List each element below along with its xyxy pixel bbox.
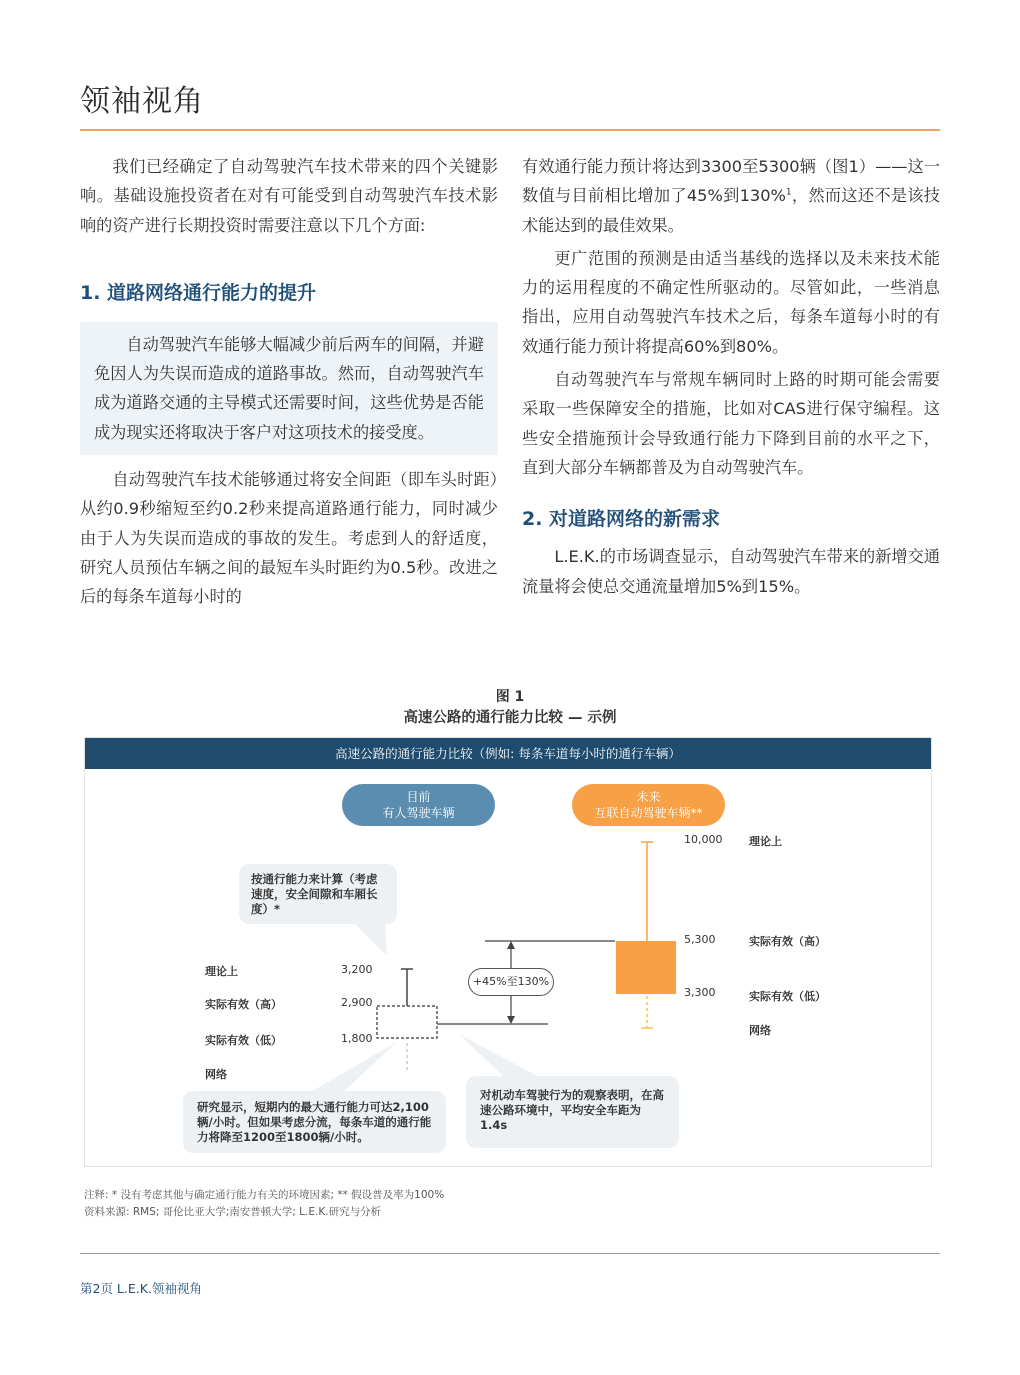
figure-title: 高速公路的通行能力比较 — 示例 [403, 710, 617, 726]
paragraph-3: 自动驾驶汽车与常规车辆同时上路的时期可能会需要采取一些保障安全的措施，比如对CAS进行保守编程。这些安全措施预计会导致通行能力下降到目前的水平之下，直到大部分车辆都普及为自动驾驶汽车。 [522, 370, 940, 477]
footnote-ref: 1 [785, 187, 792, 198]
future-range-box [616, 941, 676, 994]
left-value-eff-high: 2,900 [341, 996, 373, 1009]
current-range-box [377, 1006, 437, 1038]
page-footer: 第2页 L.E.K.领袖视角 [80, 1281, 202, 1296]
increase-arrow-up [507, 941, 515, 949]
left-label-theory: 理论上 [205, 965, 238, 978]
bubble-research-note: 研究显示，短期内的最大通行能力可达2,100辆/小时。但如果考虑分流，每条车道的通行能力将降至1200至1800辆/小时。 [183, 1091, 446, 1153]
left-column [80, 152, 498, 612]
figure-1 [84, 737, 932, 1167]
right-label-eff-low: 实际有效（低） [749, 990, 826, 1003]
pill-now-line1: 目前 [406, 790, 431, 804]
callout-text: 自动驾驶汽车能够大幅减少前后两车的间隔，并避免因人为失误而造成的道路事故。然而，自动驾驶汽车成为道路交通的主导模式还需要时间，这些优势是否能成为现实还将取决于客户对这项技术的接受度。 [94, 334, 484, 442]
bubble-research-pointer [307, 1042, 397, 1094]
continued-text-b: ，然而这还不是该技术能达到的最佳效果。 [522, 186, 940, 235]
right-label-eff-high: 实际有效（高） [749, 935, 826, 948]
figure-note: 注释: * 没有考虑其他与确定通行能力有关的环境因素; ** 假设普及率为100% [84, 1189, 445, 1201]
left-value-eff-low: 1,800 [341, 1032, 373, 1045]
paragraph-2: 更广范围的预测是由适当基线的选择以及未来技术能力的运用程度的不确定性所驱动的。尽管如此，一些消息指出，应用自动驾驶汽车技术之后，每条车道每小时的有效通行能力预计将提高60%到80%。 [522, 248, 940, 356]
page-title: 领袖视角 [80, 84, 204, 119]
pill-now-line2: 有人驾驶车辆 [382, 806, 455, 820]
continued-text-a: 有效通行能力预计将达到3300至5300辆（图1）——这一数值与目前相比增加了45%到130% [522, 157, 940, 206]
section-1-heading: 1. 道路网络通行能力的提升 [80, 281, 317, 304]
left-label-network: 网络 [205, 1068, 227, 1081]
bubble-observe-pointer [459, 1034, 541, 1078]
callout-box [80, 322, 498, 455]
right-column [522, 152, 940, 601]
figure-header: 高速公路的通行能力比较（例如: 每条车道每小时的通行车辆） [85, 738, 931, 769]
pill-future-line1: 未来 [636, 790, 661, 804]
right-value-eff-low: 3,300 [684, 986, 716, 999]
paragraph-4: L.E.K.的市场调查显示，自动驾驶汽车带来的新增交通流量将会使总交通流量增加5%到15%。 [522, 547, 940, 596]
figure-source: 资料来源: RMS; 哥伦比亚大学;南安普顿大学; L.E.K.研究与分析 [84, 1206, 382, 1218]
paragraph-1: 自动驾驶汽车技术能够通过将安全间距（即车头时距）从约0.9秒缩短至约0.2秒来提高道路通行能力，同时减少由于人为失误而造成的事故的发生。考虑到人的舒适度，研究人员预估车辆之间的最短车头时距约为0.5秒。改进之后的每条车道每小时的 [80, 470, 498, 607]
section-2-heading: 2. 对道路网络的新需求 [522, 508, 721, 531]
right-label-network: 网络 [749, 1024, 771, 1037]
left-value-theory: 3,200 [341, 963, 373, 976]
bubble-calc-note: 按通行能力来计算（考虑速度，安全间隙和车厢长度）* [239, 864, 397, 924]
right-label-theory: 理论上 [749, 835, 782, 848]
right-value-theory: 10,000 [684, 833, 723, 846]
bubble-observe-note: 对机动车驾驶行为的观察表明，在高速公路环境中，平均安全车距为1.4s [466, 1076, 679, 1148]
intro-paragraph: 我们已经确定了自动驾驶汽车技术带来的四个关键影响。基础设施投资者在对有可能受到自动驾驶汽车技术影响的资产进行长期投资时需要注意以下几个方面: [80, 157, 498, 235]
right-value-eff-high: 5,300 [684, 933, 716, 946]
figure-number: 图 1 [495, 689, 525, 705]
continued-paragraph [522, 152, 940, 240]
left-label-eff-low: 实际有效（低） [205, 1034, 282, 1047]
left-label-eff-high: 实际有效（高） [205, 998, 282, 1011]
footer-divider [80, 1253, 940, 1254]
bubble-calc-pointer [355, 924, 387, 956]
increase-label: +45%至130% [468, 968, 554, 996]
title-divider [80, 129, 940, 131]
increase-arrow-down [507, 1016, 515, 1024]
pill-future-line2: 互联自动驾驶车辆** [594, 806, 703, 820]
